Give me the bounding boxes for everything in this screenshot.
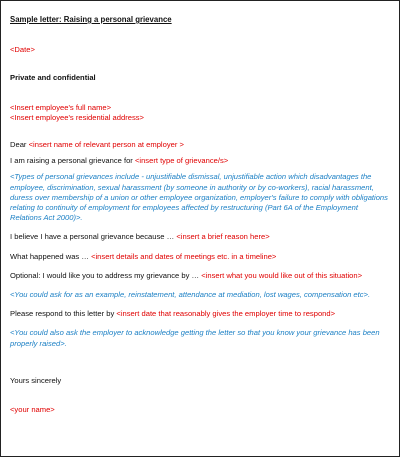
acknowledge-note: <You could also ask the employer to acknowledge getting the letter so that you know your grievance has been properly raised>. (10, 328, 380, 348)
salutation-label: Dear (10, 140, 27, 150)
employee-details (10, 103, 391, 123)
raising-text: I am raising a personal grievance for (10, 156, 133, 166)
respond-date-placeholder: <insert date that reasonably gives the employer time to respond> (116, 309, 336, 319)
recipient-placeholder: <insert name of relevant person at employer > (28, 140, 184, 150)
what-happened-text: What happened was … (10, 251, 89, 261)
signature-name-placeholder: <your name> (10, 405, 55, 415)
grievance-types-note: <Types of personal grievances include - unjustifiable dismissal, unjustifiable action which disadvantages the employee, discrimination, sexual harassment (by someone in authority or by co-workers), racial harassment, duress over membership of a union or other employee organization, employer's failure to comply with obligations relating to continuity of employment for employees affected by restructuring (Part 6A of the Employment Relations Act 2000)>. (10, 172, 388, 223)
letter-title: Sample letter: Raising a personal grievance (10, 15, 172, 24)
respond-text: Please respond to this letter by (10, 309, 115, 319)
raising-statement (10, 156, 391, 166)
salutation (10, 140, 391, 150)
remedies-note: <You could ask for as an example, reinstatement, attendance at mediation, lost wages, compensation etc>. (10, 290, 371, 300)
outcome-placeholder: <insert what you would like out of this situation> (201, 270, 363, 280)
employee-name-placeholder: <Insert employee's full name> (10, 102, 112, 112)
grievance-type-placeholder: <insert type of grievance/s> (134, 156, 229, 166)
closing: Yours sincerely (10, 375, 62, 385)
employee-address-placeholder: <Insert employee's residential address> (10, 112, 144, 122)
belief-text: I believe I have a personal grievance because … (10, 232, 175, 242)
private-confidential-label: Private and confidential (10, 73, 96, 83)
letter-content (10, 15, 391, 415)
date-placeholder: <Date> (10, 45, 35, 55)
reason-placeholder: <insert a brief reason here> (176, 232, 270, 242)
respond-statement (10, 309, 391, 319)
belief-statement (10, 232, 391, 242)
timeline-placeholder: <insert details and dates of meetings etc. in a timeline> (91, 251, 277, 261)
what-happened-statement (10, 252, 391, 262)
optional-text: Optional: I would like you to address my grievance by … (10, 270, 200, 280)
optional-statement (10, 271, 391, 281)
